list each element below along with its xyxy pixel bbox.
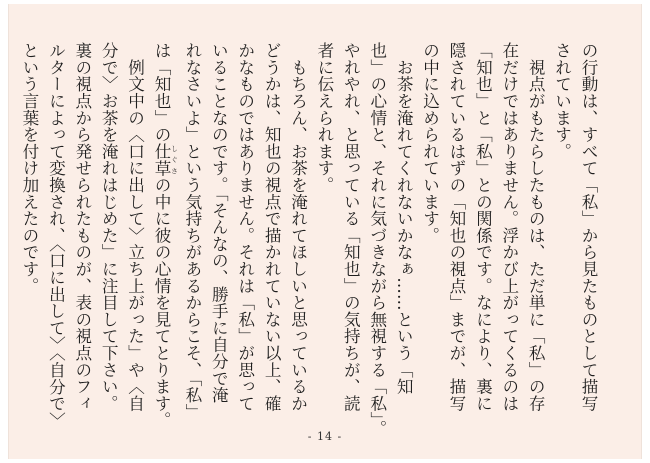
text-after-ruby: の中に彼の心情を見てとります。: [152, 176, 171, 429]
page-number: - 14 -: [307, 430, 343, 443]
text-column-20: 裏の視点から発せられたものが、表の視点のフィ: [72, 42, 92, 412]
ruby-reading: しぐさ: [170, 142, 179, 177]
book-page: [8, 4, 642, 459]
text-column-16: れなさいよ」という気持ちがあるからこそ、「私」: [182, 42, 202, 421]
text-column-18: 例文中の〈口に出して〉立ち上がった」や〈自: [125, 42, 145, 412]
ruby-word: 仕草 しぐさ: [152, 142, 179, 177]
text-column-22: という言葉を付け加えたのです。: [19, 42, 39, 294]
text-column-15: いることなのです。「そんなの、勝手に自分で淹: [209, 42, 229, 404]
text-column-4: 在だけではありません。浮かび上がってくるのは: [499, 42, 519, 412]
text-column-12: もちろん、お茶を淹れてほしいと思っているか: [288, 42, 308, 412]
text-column-5: 「知也」と「私」との関係です。なにより、裏に: [473, 42, 493, 412]
text-column-9: 也」の心情と、それに気づきながら無視する「私」。: [367, 42, 387, 437]
text-column-7: の中に込められています。: [420, 42, 440, 244]
text-column-14: かなものではありません。それは「私」が思って: [235, 42, 255, 412]
text-column-11: 者に伝えられます。: [314, 42, 334, 194]
text-column-17: [148, 42, 179, 429]
text-column-10: やれやれ、と思っている「知也」の気持ちが、読: [341, 42, 361, 412]
text-column-13: どうかは、知也の視点で描かれていない以上、確: [262, 42, 282, 412]
text-column-3: 視点がもたらしたものは、ただ単に「私」の存: [526, 42, 546, 412]
text-column-6: 隠されているはずの「知也の視点」までが、描写: [446, 42, 466, 412]
text-column-19: 分で〉お茶を淹れはじめた」に注目して下さい。: [99, 42, 119, 412]
text-before-ruby: は「知也」の: [152, 42, 171, 143]
text-column-8: お茶を淹れてくれないかなぁ……という「知: [394, 42, 414, 395]
text-column-21: ルターによって変換され、〈口に出して〉〈自分で〉: [46, 42, 66, 429]
text-column-2: されています。: [552, 42, 572, 160]
text-column-1: の行動は、すべて「私」から見たものとして描写: [579, 42, 598, 412]
